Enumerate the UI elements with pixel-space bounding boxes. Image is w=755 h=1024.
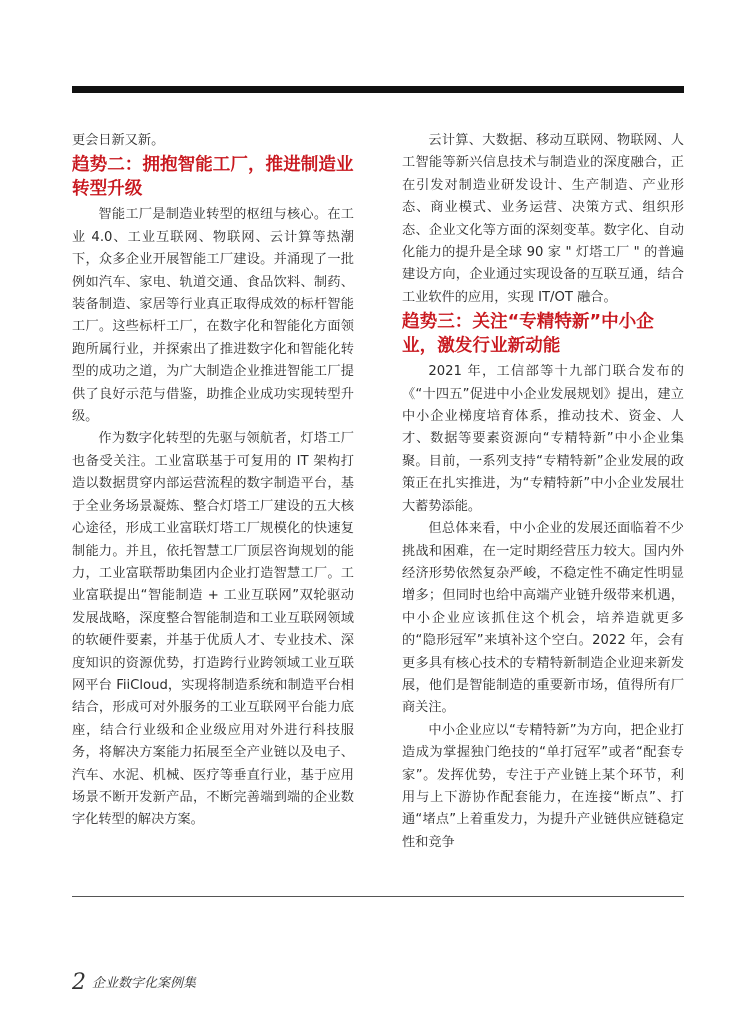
paragraph-sme-challenges: 但总体来看，中小企业的发展还面临着不少挑战和困难，在一定时期经营压力较大。国内外经济形势依然复杂严峻，不稳定性不确定性明显增多；但同时也给中高端产业链升级带来机遇，中小企业应该抓住这个机会，培养造就更多的“隐形冠军”来填补这个空白。2022 年，会有更多具有核心技术的专精特新制造企业迎来新发展，他们是智能制造的重要新市场，值得所有厂商关注。: [402, 521, 684, 716]
heading-trend-two: 趋势二：拥抱智能工厂，推进制造业转型升级: [72, 155, 354, 200]
paragraph-lighthouse-factory: 作为数字化转型的先驱与领航者，灯塔工厂也备受关注。工业富联基于可复用的 IT 架构打造以数据贯穿内部运营流程的数字制造平台，基于全业务场景凝炼、整合灯塔工厂建设的五大核心途径，形成工业富联灯塔工厂规模化的快速复制能力。并且，依托智慧工厂顶层咨询规划的能力，工业富联帮助集团内企业打造智慧工厂。工业富联提出“智能制造 + 工业互联网”双轮驱动发展战略，深度整合智能制造和工业互联网领域的软硬件要素，并基于优质人才、专业技术、深度知识的资源优势，打造跨行业跨领域工业互联网平台 FiiCloud，实现将制造系统和制造平台相结合，形成可对外服务的工业互联网平台能力底座，结合行业级和企业级应用对外进行科技服务，将解决方案能力拓展至全产业链以及电子、汽车、水泥、机械、医疗等垂直行业，基于应用场景不断开发新产品，不断完善端到端的企业数字化转型的解决方案。: [72, 431, 354, 828]
page-number: 2: [72, 970, 86, 995]
paragraph-emerging-tech: 云计算、大数据、移动互联网、物联网、人工智能等新兴信息技术与制造业的深度融合，正在引发对制造业研发设计、生产制造、产业形态、商业模式、业务运营、决策方式、组织形态、企业文化等方面的深刻变革。数字化、自动化能力的提升是全球 90 家 " 灯塔工厂 " 的普遍建设方向，企业通过实现设备的互联互通，结合工业软件的应用，实现 IT/OT 融合。: [402, 133, 684, 305]
right-column: [402, 130, 684, 854]
top-rule: [72, 86, 684, 93]
publication-title: 企业数字化案例集: [92, 976, 197, 991]
paragraph-sme-direction: 中小企业应以“专精特新”为方向，把企业打造成为掌握独门绝技的“单打冠军”或者“配套专家”。发挥优势，专注于产业链上某个环节，利用与上下游协作配套能力，在连接“断点”、打通“堵点”上着重发力，为提升产业链供应链稳定性和竞争: [402, 722, 684, 850]
left-column: [72, 130, 354, 832]
heading-trend-three: 趋势三：关注“专精特新”中小企业，激发行业新动能: [402, 312, 654, 357]
paragraph-sme-plan: 2021 年，工信部等十九部门联合发布的《“十四五”促进中小企业发展规划》提出，建立中小企业梯度培育体系，推动技术、资金、人才、数据等要素资源向“专精特新”中小企业集聚。目前，一系列支持“专精特新”企业发展的政策正在扎实推进，为“专精特新”中小企业发展壮大蓄势添能。: [402, 364, 684, 514]
paragraph-continuation: 更会日新又新。: [72, 133, 165, 148]
paragraph-smart-factory: 智能工厂是制造业转型的枢纽与核心。在工业 4.0、工业互联网、物联网、云计算等热潮下，众多企业开展智能工厂建设。并涌现了一批例如汽车、家电、轨道交通、食品饮料、制药、装备制造、家居等行业真正取得成效的标杆智能工厂。这些标杆工厂，在数字化和智能化方面领跑所属行业，并探索出了推进数字化和智能化转型的成功之道，为广大制造企业推进智能工厂提供了良好示范与借鉴，助推企业成功实现转型升级。: [72, 207, 354, 425]
bottom-rule: [72, 896, 684, 897]
